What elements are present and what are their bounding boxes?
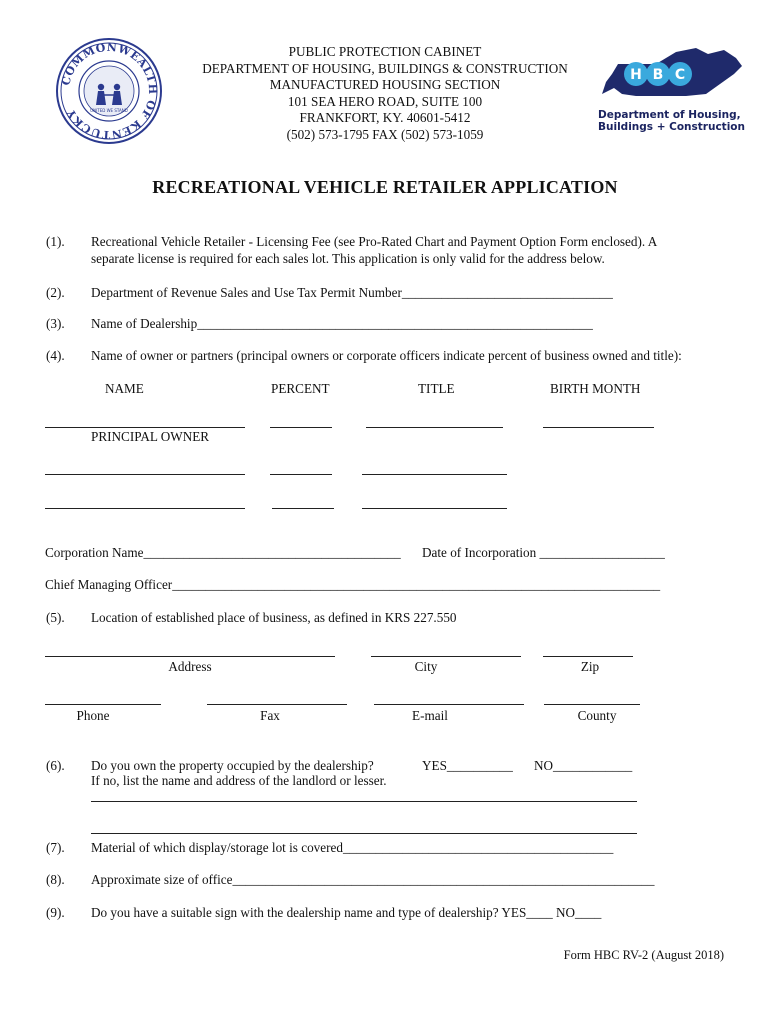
item-number: (6). bbox=[46, 758, 65, 773]
svg-text:UNITED WE STAND: UNITED WE STAND bbox=[90, 108, 128, 113]
owner-title-field[interactable] bbox=[362, 508, 507, 509]
city-field[interactable] bbox=[371, 656, 521, 657]
corporation-name-field[interactable]: Corporation Name_______________________________________ bbox=[45, 545, 401, 560]
owner-percent-field[interactable] bbox=[270, 474, 332, 475]
svg-text:COMMONWEALTH OF KENTUCKY: COMMONWEALTH OF KENTUCKY bbox=[59, 40, 160, 142]
item-6-question: Do you own the property occupied by the dealership? bbox=[91, 758, 374, 773]
owner-name-field[interactable] bbox=[45, 508, 245, 509]
city-label: City bbox=[414, 659, 438, 674]
header-line: PUBLIC PROTECTION CABINET bbox=[288, 44, 482, 59]
county-label: County bbox=[577, 708, 617, 723]
item-number: (3). bbox=[46, 316, 65, 331]
own-property-no-field[interactable]: NO____________ bbox=[534, 758, 633, 773]
item-5-text: Location of established place of business, as defined in KRS 227.550 bbox=[91, 610, 457, 625]
lot-material-field[interactable]: Material of which display/storage lot is covered_________________________________________ bbox=[91, 840, 614, 855]
header-line: (502) 573-1795 FAX (502) 573-1059 bbox=[286, 126, 484, 142]
hbc-logo-icon bbox=[596, 44, 746, 134]
address-label: Address bbox=[168, 659, 212, 674]
logo-text-line2: Buildings + Construction bbox=[598, 121, 745, 133]
item-number: (7). bbox=[46, 840, 65, 855]
item-number: (5). bbox=[46, 610, 65, 625]
item-4-text: Name of owner or partners (principal owners or corporate officers indicate percent of business owned and title): bbox=[91, 348, 682, 363]
office-size-field[interactable]: Approximate size of office________________________________________________________________ bbox=[91, 872, 655, 887]
item-1-text: Recreational Vehicle Retailer - Licensing Fee (see Pro-Rated Chart and Payment Option Form enclosed). A bbox=[91, 234, 658, 249]
agency-header bbox=[180, 44, 590, 144]
tax-permit-field[interactable]: Department of Revenue Sales and Use Tax Permit Number________________________________ bbox=[91, 285, 613, 300]
phone-label: Phone bbox=[76, 708, 110, 723]
fax-field[interactable] bbox=[207, 704, 347, 705]
own-property-yes-field[interactable]: YES__________ bbox=[422, 758, 513, 773]
header-line: MANUFACTURED HOUSING SECTION bbox=[269, 77, 501, 93]
fax-label: Fax bbox=[260, 708, 280, 723]
zip-field[interactable] bbox=[543, 656, 633, 657]
address-field[interactable] bbox=[45, 656, 335, 657]
owner-name-field[interactable] bbox=[45, 474, 245, 475]
email-label: E-mail bbox=[412, 708, 448, 723]
header-line: FRANKFORT, KY. 40601-5412 bbox=[299, 110, 471, 126]
item-1-text-cont: separate license is required for each sales lot. This application is only valid for the address below. bbox=[91, 251, 605, 266]
owner-title-field[interactable] bbox=[366, 427, 503, 428]
item-number: (1). bbox=[46, 234, 65, 249]
logo-text-line1: Department of Housing, bbox=[598, 109, 741, 121]
header-line: DEPARTMENT OF HOUSING, BUILDINGS & CONSTRUCTION bbox=[202, 60, 568, 76]
county-field[interactable] bbox=[544, 704, 640, 705]
email-field[interactable] bbox=[374, 704, 524, 705]
date-of-incorporation-field[interactable]: Date of Incorporation ___________________ bbox=[422, 545, 665, 560]
kentucky-seal-icon bbox=[55, 37, 163, 145]
item-6-followup: If no, list the name and address of the landlord or lesser. bbox=[91, 773, 387, 788]
logo-letter: H bbox=[630, 67, 642, 83]
item-number: (4). bbox=[46, 348, 65, 363]
item-number: (2). bbox=[46, 285, 65, 300]
owner-name-field[interactable] bbox=[45, 427, 245, 428]
form-title: RECREATIONAL VEHICLE RETAILER APPLICATION bbox=[152, 177, 618, 197]
owner-title-field[interactable] bbox=[362, 474, 507, 475]
col-header-name: NAME bbox=[105, 381, 144, 396]
dealership-name-field[interactable]: Name of Dealership____________________________________________________________ bbox=[91, 316, 593, 331]
form-number-footer: Form HBC RV-2 (August 2018) bbox=[563, 948, 724, 962]
zip-label: Zip bbox=[580, 659, 600, 674]
landlord-field-line-1[interactable] bbox=[91, 801, 637, 802]
suitable-sign-field[interactable]: Do you have a suitable sign with the dealership name and type of dealership? YES____ NO____ bbox=[91, 905, 602, 920]
chief-managing-officer-field[interactable]: Chief Managing Officer__________________________________________________________________________ bbox=[45, 577, 661, 592]
landlord-field-line-2[interactable] bbox=[91, 833, 637, 834]
col-header-percent: PERCENT bbox=[271, 381, 330, 396]
logo-letter: B bbox=[652, 67, 664, 83]
phone-field[interactable] bbox=[45, 704, 161, 705]
owner-percent-field[interactable] bbox=[272, 508, 334, 509]
item-number: (8). bbox=[46, 872, 65, 887]
owner-birth-month-field[interactable] bbox=[543, 427, 654, 428]
principal-owner-label: PRINCIPAL OWNER bbox=[91, 429, 210, 444]
owner-percent-field[interactable] bbox=[270, 427, 332, 428]
item-number: (9). bbox=[46, 905, 65, 920]
logo-letter: C bbox=[674, 67, 686, 83]
header-line: 101 SEA HERO ROAD, SUITE 100 bbox=[287, 93, 483, 109]
col-header-birth-month: BIRTH MONTH bbox=[550, 381, 641, 396]
col-header-title: TITLE bbox=[418, 381, 455, 396]
